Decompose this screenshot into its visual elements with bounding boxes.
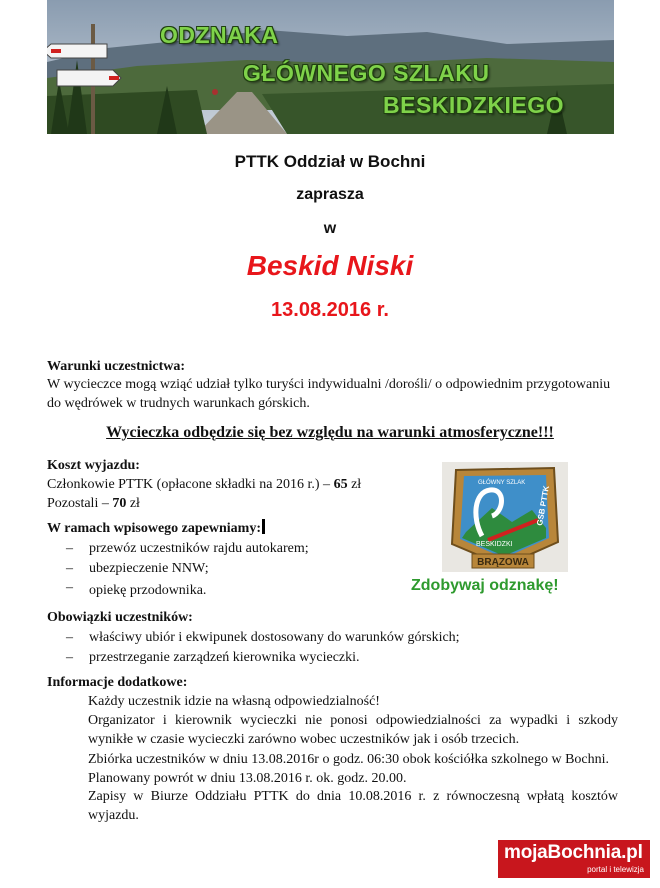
cost-others-price: 70 <box>112 496 127 511</box>
cost-members-price: 65 <box>333 477 348 492</box>
badge-cta: Zdobywaj odznakę! <box>411 577 559 594</box>
info-return: Planowany powrót w dniu 13.08.2016 r. ok. godz. 20.00. <box>88 771 407 786</box>
trip-date: 13.08.2016 r. <box>271 299 389 321</box>
mojabochnia-logo <box>498 840 650 878</box>
included-item: przewóz uczestników rajdu autokarem; <box>89 541 309 556</box>
preposition: w <box>323 220 337 237</box>
bullet-dash: – <box>66 541 73 556</box>
badge-bottom-text: BESKIDZKI <box>476 541 513 548</box>
bullet-dash: – <box>66 630 73 645</box>
cost-members-label: Członkowie PTTK (opłacone składki na 2016 r.) – <box>47 477 331 492</box>
banner-title-line-3: BESKIDZKIEGO <box>383 92 565 118</box>
info-registration-line-1: Zapisy w Biurze Oddziału PTTK do dnia 10.08.2016 r. z równoczesną wpłatą kosztów <box>88 789 618 804</box>
info-heading: Informacje dodatkowe: <box>47 675 188 690</box>
organizer: PTTK Oddział w Bochni <box>234 152 426 171</box>
badge-top-text: GŁÓWNY SZLAK <box>478 480 526 486</box>
logo-tagline: portal i telewizja <box>587 865 644 874</box>
logo-name: mojaBochnia.pl <box>504 842 643 863</box>
info-responsibility: Każdy uczestnik idzie na własną odpowiedzialność! <box>88 694 380 709</box>
cost-others-label: Pozostali – <box>47 496 109 511</box>
bullet-dash: – <box>66 650 73 665</box>
bullet-dash: – <box>66 580 73 595</box>
included-heading-text: W ramach wpisowego zapewniamy: <box>47 521 262 536</box>
conditions-line-2: do wędrówek w trudnych warunkach górskich. <box>47 396 310 411</box>
badge-image <box>442 462 568 572</box>
cost-currency: zł <box>129 496 140 511</box>
cost-members <box>47 476 361 494</box>
text-cursor <box>262 519 265 534</box>
info-liability-line-1: Organizator i kierownik wycieczki nie ponosi odpowiedzialności za wypadki i szkody <box>88 713 618 728</box>
info-meeting: Zbiórka uczestników w dniu 13.08.2016r o godz. 06:30 obok kościółka szkolnego w Bochni. <box>88 752 610 767</box>
badge-grade: BRĄZOWA <box>477 557 529 568</box>
included-item: opiekę przodownika. <box>89 583 207 598</box>
cost-others <box>47 495 140 513</box>
duties-item: przestrzeganie zarządzeń kierownika wycieczki. <box>89 650 360 665</box>
duties-item: właściwy ubiór i ekwipunek dostosowany do warunków górskich; <box>89 630 460 645</box>
badge-side-text: GSB PTTK <box>535 484 551 527</box>
info-registration-line-2: wyjazdu. <box>88 808 139 823</box>
cost-currency: zł <box>351 477 362 492</box>
invites-text: zaprasza <box>296 186 364 203</box>
info-liability-line-2: wynikłe w czasie wycieczki zarówno wobec uczestników jak i osób trzecich. <box>88 732 520 747</box>
destination-title: Beskid Niski <box>246 250 414 281</box>
included-heading <box>47 519 265 538</box>
bullet-dash: – <box>66 561 73 576</box>
duties-heading: Obowiązki uczestników: <box>47 610 193 625</box>
included-item: ubezpieczenie NNW; <box>89 561 209 576</box>
conditions-line-1: W wycieczce mogą wziąć udział tylko turyści indywidualni /dorośli/ o odpowiednim przygotowaniu <box>47 377 611 392</box>
cost-heading: Koszt wyjazdu: <box>47 458 140 473</box>
banner-title-line-2: GŁÓWNEGO SZLAKU <box>243 60 490 86</box>
weather-notice: Wycieczka odbędzie się bez względu na warunki atmosferyczne!!! <box>106 424 554 441</box>
banner-title-line-1: ODZNAKA <box>160 22 279 48</box>
banner-image <box>47 0 614 134</box>
conditions-heading: Warunki uczestnictwa: <box>47 359 186 374</box>
